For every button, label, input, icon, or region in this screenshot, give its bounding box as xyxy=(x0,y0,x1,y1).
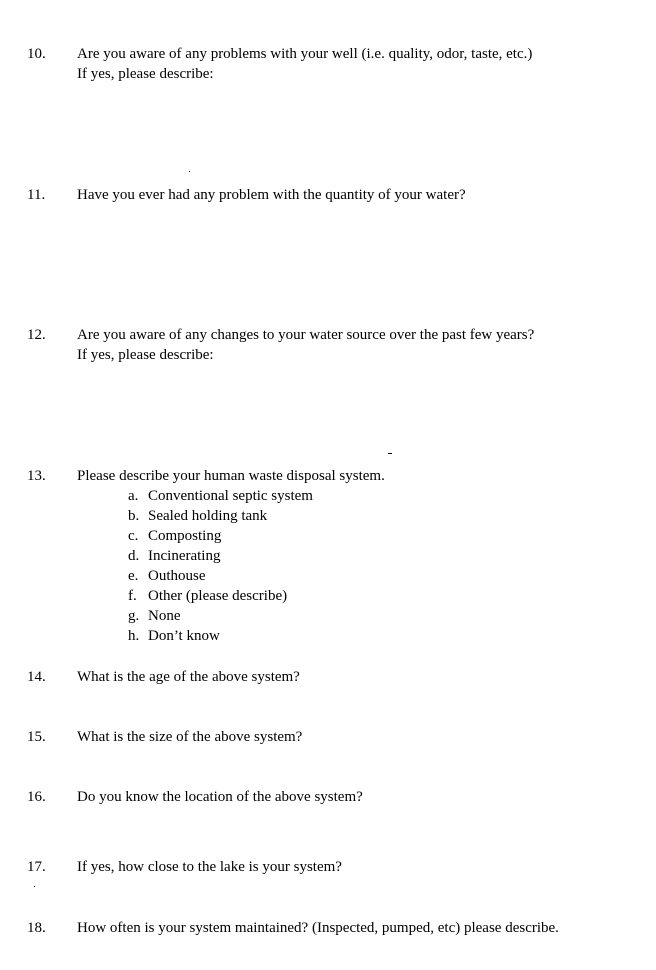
question-number: 16. xyxy=(27,789,46,805)
question-text xyxy=(77,787,647,807)
option-text: Incinerating xyxy=(148,548,221,564)
question-number: 10. xyxy=(27,46,46,62)
option-g xyxy=(128,606,313,626)
option-d xyxy=(128,546,313,566)
option-text: Outhouse xyxy=(148,568,206,584)
question-number: 11. xyxy=(27,187,46,203)
question-text xyxy=(77,918,647,938)
option-text: Other (please describe) xyxy=(148,588,288,604)
question-text xyxy=(77,667,647,687)
question-line: If yes, please describe: xyxy=(77,66,214,82)
option-a xyxy=(128,486,313,506)
option-text: Composting xyxy=(148,528,222,544)
question-text xyxy=(77,185,647,205)
option-f xyxy=(128,586,313,606)
option-letter: a. xyxy=(128,488,139,504)
question-number: 15. xyxy=(27,729,46,745)
option-e xyxy=(128,566,313,586)
option-letter: h. xyxy=(128,628,140,644)
option-b xyxy=(128,506,313,526)
question-number: 13. xyxy=(27,468,46,484)
question-line: If yes, please describe: xyxy=(77,347,214,363)
question-line: Are you aware of any problems with your well (i.e. quality, odor, taste, etc.) xyxy=(77,46,533,62)
question-number: 17. xyxy=(27,859,46,875)
option-letter: g. xyxy=(128,608,140,624)
option-letter: b. xyxy=(128,508,140,524)
option-letter: d. xyxy=(128,548,140,564)
question-text xyxy=(77,857,647,877)
option-letter: e. xyxy=(128,568,139,584)
option-text: Conventional septic system xyxy=(148,488,313,504)
question-text xyxy=(77,44,647,84)
question-line: What is the age of the above system? xyxy=(77,669,300,685)
option-letter: f. xyxy=(128,588,137,604)
option-text: Sealed holding tank xyxy=(148,508,268,524)
scan-speck xyxy=(189,171,190,172)
option-text: None xyxy=(148,608,181,624)
option-h xyxy=(128,626,313,646)
scan-speck xyxy=(388,453,392,454)
option-c xyxy=(128,526,313,546)
question-line: Do you know the location of the above system? xyxy=(77,789,363,805)
question-line: Have you ever had any problem with the quantity of your water? xyxy=(77,187,466,203)
scan-speck xyxy=(34,886,35,887)
option-letter: c. xyxy=(128,528,139,544)
question-line: Are you aware of any changes to your water source over the past few years? xyxy=(77,327,535,343)
option-text: Don’t know xyxy=(148,628,220,644)
question-line: Please describe your human waste disposal system. xyxy=(77,468,385,484)
question-line: What is the size of the above system? xyxy=(77,729,303,745)
question-line: How often is your system maintained? (Inspected, pumped, etc) please describe. xyxy=(77,920,559,936)
question-text xyxy=(77,325,647,365)
answer-options xyxy=(128,486,313,646)
question-text xyxy=(77,466,647,486)
question-number: 12. xyxy=(27,327,46,343)
question-number: 18. xyxy=(27,920,46,936)
question-number: 14. xyxy=(27,669,46,685)
question-line: If yes, how close to the lake is your system? xyxy=(77,859,342,875)
question-text xyxy=(77,727,647,747)
